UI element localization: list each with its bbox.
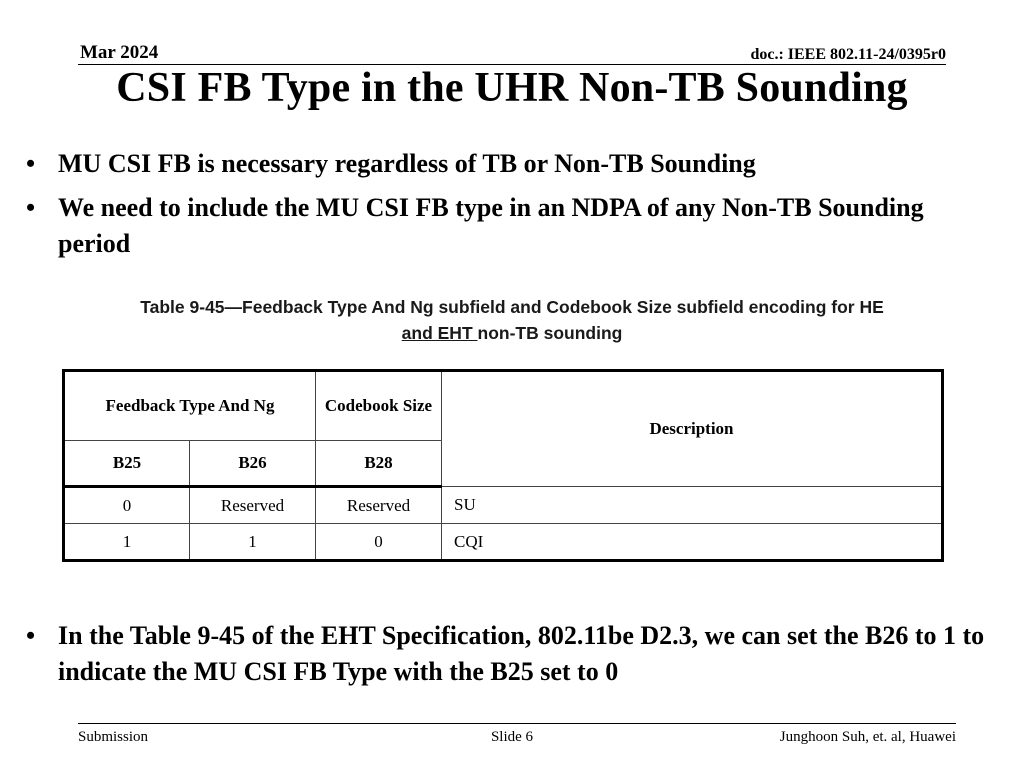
cell-b25: 1 xyxy=(64,524,190,561)
cell-b25: 0 xyxy=(64,487,190,524)
bullet-item xyxy=(22,190,1002,262)
table-row xyxy=(64,487,943,524)
bullet-text: In the Table 9-45 of the EHT Specification, 802.11be D2.3, we can set the B26 to 1 to indicate the MU CSI FB Type with the B25 set to 0 xyxy=(58,621,985,686)
bullet-text: MU CSI FB is necessary regardless of TB or Non-TB Sounding xyxy=(58,149,756,178)
footer-slide-number: Slide 6 xyxy=(490,729,534,745)
bullet-dot-icon: • xyxy=(26,193,36,222)
header-b28: B28 xyxy=(316,441,442,487)
table-header-row xyxy=(64,371,943,441)
cell-b26: Reserved xyxy=(190,487,316,524)
footer-divider xyxy=(78,723,956,724)
footer-submission: Submission xyxy=(78,729,149,745)
cell-b28: Reserved xyxy=(316,487,442,524)
table-caption-line2 xyxy=(0,320,1024,346)
bullet-dot-icon: • xyxy=(26,621,36,650)
header-doc-id: doc.: IEEE 802.11-24/0395r0 xyxy=(750,46,946,63)
slide-title: CSI FB Type in the UHR Non-TB Sounding xyxy=(116,65,908,111)
table-row xyxy=(64,524,943,561)
encoding-table xyxy=(62,369,944,562)
cell-description: CQI xyxy=(442,524,943,561)
bullet-dot-icon: • xyxy=(26,149,36,178)
cell-b28: 0 xyxy=(316,524,442,561)
header-date: Mar 2024 xyxy=(80,42,159,63)
header-description: Description xyxy=(442,371,943,487)
bullet-item xyxy=(22,618,1002,690)
bullet-text: We need to include the MU CSI FB type in an NDPA of any Non-TB Sounding period xyxy=(58,193,924,258)
bullet-list-bottom xyxy=(22,618,1002,698)
header-codebook-size: Codebook Size xyxy=(316,371,442,441)
header-b26: B26 xyxy=(190,441,316,487)
table-caption-underlined: and EHT xyxy=(401,323,478,343)
cell-description: SU xyxy=(442,487,943,524)
bullet-list xyxy=(22,146,1002,270)
bullet-item xyxy=(22,146,1002,182)
table-caption-rest: non-TB sounding xyxy=(477,323,623,343)
footer-author: Junghoon Suh, et. al, Huawei xyxy=(779,729,956,745)
table-caption xyxy=(0,294,1024,346)
header-b25: B25 xyxy=(64,441,190,487)
table-caption-line1: Table 9-45—Feedback Type And Ng subfield and Codebook Size subfield encoding for HE xyxy=(140,297,884,317)
cell-b26: 1 xyxy=(190,524,316,561)
header-feedback-type: Feedback Type And Ng xyxy=(64,371,316,441)
